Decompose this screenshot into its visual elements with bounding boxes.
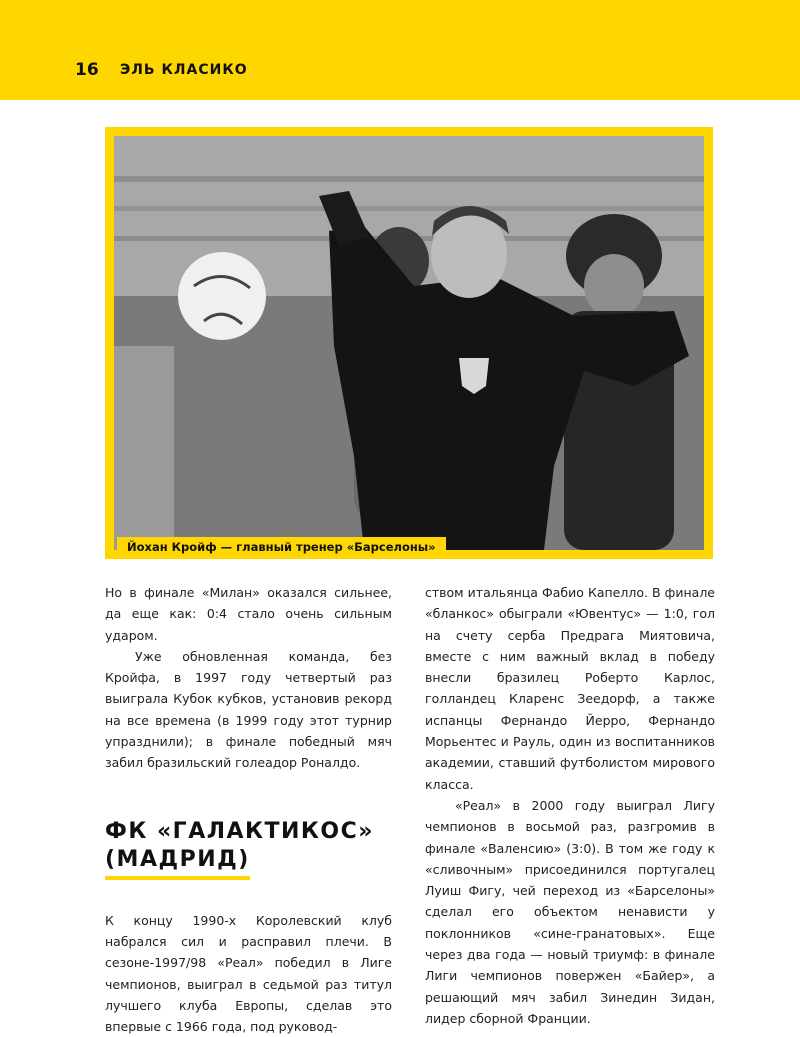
right-column bbox=[425, 582, 715, 1029]
photo-illustration bbox=[114, 136, 704, 550]
cruyff-photo bbox=[114, 136, 704, 550]
photo-caption: Йохан Кройф — главный тренер «Барселоны» bbox=[117, 537, 446, 558]
heading-line-2: (МАДРИД) bbox=[105, 846, 250, 880]
left-column bbox=[105, 582, 392, 1037]
heading-line-1: ФК «ГАЛАКТИКОС» bbox=[105, 818, 374, 844]
right-paragraph-2: «Реал» в 2000 году выиграл Лигу чемпионов в восьмой раз, разгромив в финале «Валенсию» (3:0). В том же году к «сливочным» присоединился португалец Луиш Фигу, чей переход из «Барселоны» сделал его объектом ненависти у поклонников «сине-гранатовых». Еще через два года — новый триумф: в финале Лиги чемпионов повержен «Байер», а решающий мяч забил Зинедин Зидан, лидер сборной Франции. bbox=[425, 797, 715, 1026]
right-paragraph-1: ством итальянца Фабио Капелло. В финале «бланкос» обыграли «Ювентус» — 1:0, гол на счету серба Предрага Миятовича, вместе с ним важный вклад в победу внесли бразилец Роберто Карлос, голландец Кларенс Зеедорф, а также испанцы Фернандо Йерро, Фернандо Морьентес и Рауль, один из воспитанников академии, ставший футболистом мирового класса. bbox=[425, 585, 715, 792]
left-paragraph-2: Уже обновленная команда, без Кройфа, в 1997 году четвертый раз выиграла Кубок кубков, установив рекорд на все времена (в 1999 году этот турнир упразднили); в финале победный мяч забил бразильский голеадор Роналдо. bbox=[105, 648, 392, 771]
left-paragraph-1: Но в финале «Милан» оказался сильнее, да еще как: 0:4 стало очень сильным ударом. bbox=[105, 585, 392, 643]
section-heading bbox=[105, 818, 374, 880]
running-title: ЭЛЬ КЛАСИКО bbox=[120, 62, 248, 78]
header-band bbox=[0, 0, 800, 100]
left-paragraph-3: К концу 1990-х Королевский клуб набрался сил и расправил плечи. В сезоне-1997/98 «Реал» победил в Лиге чемпионов, выиграл в седьмой раз титул лучшего клуба Европы, сделав это впервые с 1966 года, под руковод- bbox=[105, 912, 392, 1035]
photo-frame bbox=[105, 127, 713, 559]
page-number: 16 bbox=[75, 60, 99, 80]
